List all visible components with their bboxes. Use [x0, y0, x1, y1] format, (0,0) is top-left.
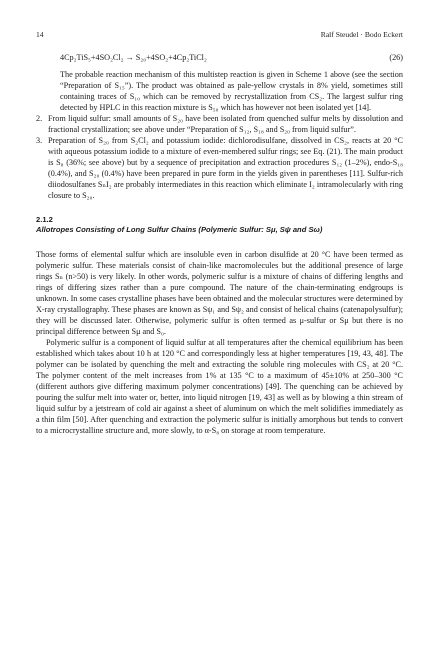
- list-item: [36, 135, 403, 201]
- list-item-text: Preparation of S₂₀ from S₂Cl₂ and potassium iodide: dichlorodisulfane, dissolved in CS₂, reacts at 20 °C with aqueous potassium iodide to a mixture of even-membered sulfur rings; see Eq. (21). The main product is S₈ (36%; see above) but by a sequence of precipitation and extraction procedures S₁₂ (1–2%), endo-S₁₈ (0.4%), and S₂₀ (0.4%) have been prepared in pure form in the yields given in parentheses [11]. Sulfur-rich diiodosulfanes SₙI₂ are probably intermediates in this reaction which eliminate I₂ intramolecularly with ring closure to S₂₀.: [48, 136, 403, 200]
- equation-26: [60, 53, 403, 63]
- body-paragraph: Those forms of elemental sulfur which are insoluble even in carbon disulfide at 20 °C have been termed as polymeric sulfur. These materials consist of chain-like macromolecules but the additional presence of large rings Sₙ (n>50) is very likely. In other words, polymeric sulfur is a mixture of chains of differing lengths and rings of differing sizes rather than a pure compound. The nature of the chain-terminating endgroups is unknown. In some cases crystalline phases have been obtained and the molecular structures were determined by X-ray crystallography. These phases are known as Sψ₁ and Sψ₂ and consist of helical chains (catenapolysulfur); they will be discussed later. Otherwise, polymeric sulfur is often termed as μ-sulfur or Sμ but there is no principal difference between Sμ and S₀.: [36, 250, 403, 336]
- list-continuation: [60, 69, 403, 113]
- section-number: 2.1.2: [36, 215, 53, 224]
- list-item-number: 2.: [36, 114, 43, 123]
- list-item-text: From liquid sulfur: small amounts of S₂₀ have been isolated from quenched sulfur melts by dissolution and fractional crystallization; see above under “Preparation of S₁₂, S₁₈ and S₂₀ from liquid sulfur”.: [48, 114, 403, 134]
- list-item: [36, 113, 403, 135]
- running-head: [36, 30, 403, 39]
- preparation-list: [36, 113, 403, 201]
- list-item-number: 3.: [36, 136, 43, 145]
- running-head-authors: Ralf Steudel · Bodo Eckert: [320, 30, 403, 39]
- body-paragraph: Polymeric sulfur is a component of liquid sulfur at all temperatures after the chemical equilibrium has been established which takes about 10 h at 120 °C and correspondingly less at higher temperatures [19, 43, 48]. The polymer can be isolated by quenching the melt and extracting the soluble ring molecules with CS₂ at 20 °C. The polymer content of the melt increases from 1% at 135 °C to a maximum of 45±10% at 250–300 °C (different authors give differing maximum polymer concentrations) [49]. The quenching can be achieved by pouring the sulfur melt into water or, better, into liquid nitrogen [19, 43] as well as by blowing a thin stream of liquid sulfur by a jetstream of cold air against a sheet of aluminum on which the melt solidifies immediately as a thin film [50]. After quenching and extraction the polymeric sulfur is initially amorphous but tends to convert to a microcrystalline structure and, more slowly, to α-S₈ on storage at room temperature.: [36, 338, 403, 435]
- page: [36, 30, 403, 436]
- section-title: Allotropes Consisting of Long Sulfur Chains (Polymeric Sulfur: Sμ, Sψ and Sω): [36, 225, 323, 234]
- equation-number: (26): [389, 53, 403, 62]
- paragraph-mechanism: The probable reaction mechanism of this multistep reaction is given in Scheme 1 above (see the section “Preparation of S₁₅”). The product was obtained as pale-yellow crystals in 8% yield, sometimes still containing traces of S₁₀ which can be removed by recrystallization from CS₂. The largest sulfur ring detected by HPLC in this reaction mixture is S₅₀ which has however not been isolated yet [14].: [60, 70, 403, 112]
- page-number: 14: [36, 30, 44, 39]
- equation-text: 4Cp₂TiS₅+4SO₂Cl₂ → S₂₀+4SO₂+4Cp₂TiCl₂: [60, 53, 207, 62]
